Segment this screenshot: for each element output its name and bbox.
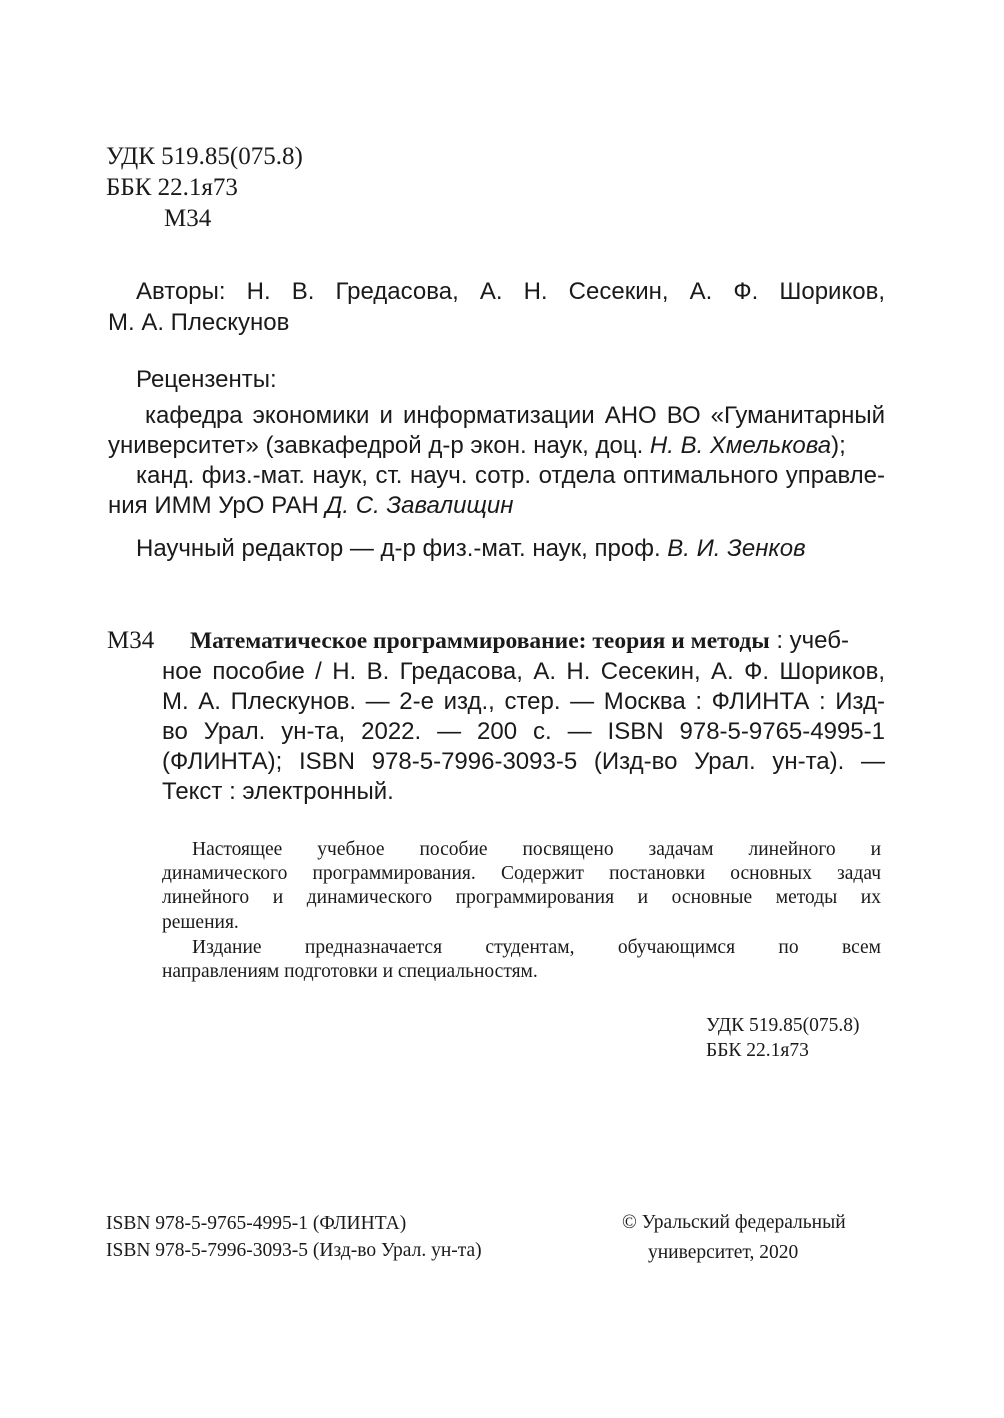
editor-name: В. И. Зенков xyxy=(667,535,806,562)
reviewer-2-name: Д. С. Завалищин xyxy=(325,492,514,519)
book-title: Математическое программирование: теория и методы xyxy=(190,628,770,654)
bib-line-2: ное пособие / Н. В. Гредасова, А. Н. Сесекин, А. Ф. Шориков, xyxy=(162,658,885,685)
isbn-ural: ISBN 978-5-7996-3093-5 (Изд-во Урал. ун-та) xyxy=(106,1240,482,1261)
reviewer-1-line-2: университет» (завкафедрой д-р экон. наук, доц. Н. В. Хмелькова); xyxy=(108,432,846,459)
reviewer-1-line-1: кафедра экономики и информатизации АНО ВО «Гуманитарный xyxy=(145,402,885,429)
copyright-line-2: университет, 2020 xyxy=(648,1242,799,1263)
bib-line-1: Математическое программирование: теория и методы : учеб- xyxy=(190,627,849,654)
annotation-p2-line-1: Издание предназначается студентам, обучающимся по всем xyxy=(192,937,881,958)
annotation-p1-line-3: линейного и динамического программирования и основные методы их xyxy=(162,887,881,908)
bbk-code: ББК 22.1я73 xyxy=(106,174,238,201)
reviewer-1-head-name: Н. В. Хмелькова xyxy=(649,432,832,459)
udk-code: УДК 519.85(075.8) xyxy=(106,143,303,170)
annotation-bbk-code: ББК 22.1я73 xyxy=(706,1040,809,1061)
isbn-flinta: ISBN 978-5-9765-4995-1 (ФЛИНТА) xyxy=(106,1213,407,1234)
bib-line-5: (ФЛИНТА); ISBN 978-5-7996-3093-5 (Изд-во Урал. ун-та). — xyxy=(162,748,885,775)
annotation-p1-line-4: решения. xyxy=(162,912,239,933)
bib-mark: М34 xyxy=(107,627,155,654)
reviewer-2-line-1: канд. физ.-мат. наук, ст. науч. сотр. отдела оптимального управле- xyxy=(136,462,885,489)
copyright-line-1: © Уральский федеральный xyxy=(622,1212,846,1233)
annotation-p1-line-1: Настоящее учебное пособие посвящено задачам линейного и xyxy=(192,839,881,860)
annotation-p1-line-2: динамического программирования. Содержит постановки основных задач xyxy=(162,863,881,884)
scientific-editor: Научный редактор — д-р физ.-мат. наук, проф. В. И. Зенков xyxy=(136,535,806,562)
bib-line-4: во Урал. ун-та, 2022. — 200 с. — ISBN 978-5-9765-4995-1 xyxy=(162,718,885,745)
author-mark: М34 xyxy=(164,205,212,232)
authors-line-1: Авторы: Н. В. Гредасова, А. Н. Сесекин, А. Ф. Шориков, xyxy=(136,278,885,305)
annotation-udk-code: УДК 519.85(075.8) xyxy=(706,1015,860,1036)
bib-line-3: М. А. Плескунов. — 2-е изд., стер. — Москва : ФЛИНТА : Изд- xyxy=(162,688,885,715)
bib-line-6: Текст : электронный. xyxy=(162,778,394,805)
reviewer-2-line-2: ния ИММ УрО РАН Д. С. Завалищин xyxy=(108,492,514,519)
annotation-p2-line-2: направлениям подготовки и специальностям. xyxy=(162,961,538,982)
authors-line-2: М. А. Плескунов xyxy=(108,309,290,336)
reviewers-heading: Рецензенты: xyxy=(136,366,277,393)
